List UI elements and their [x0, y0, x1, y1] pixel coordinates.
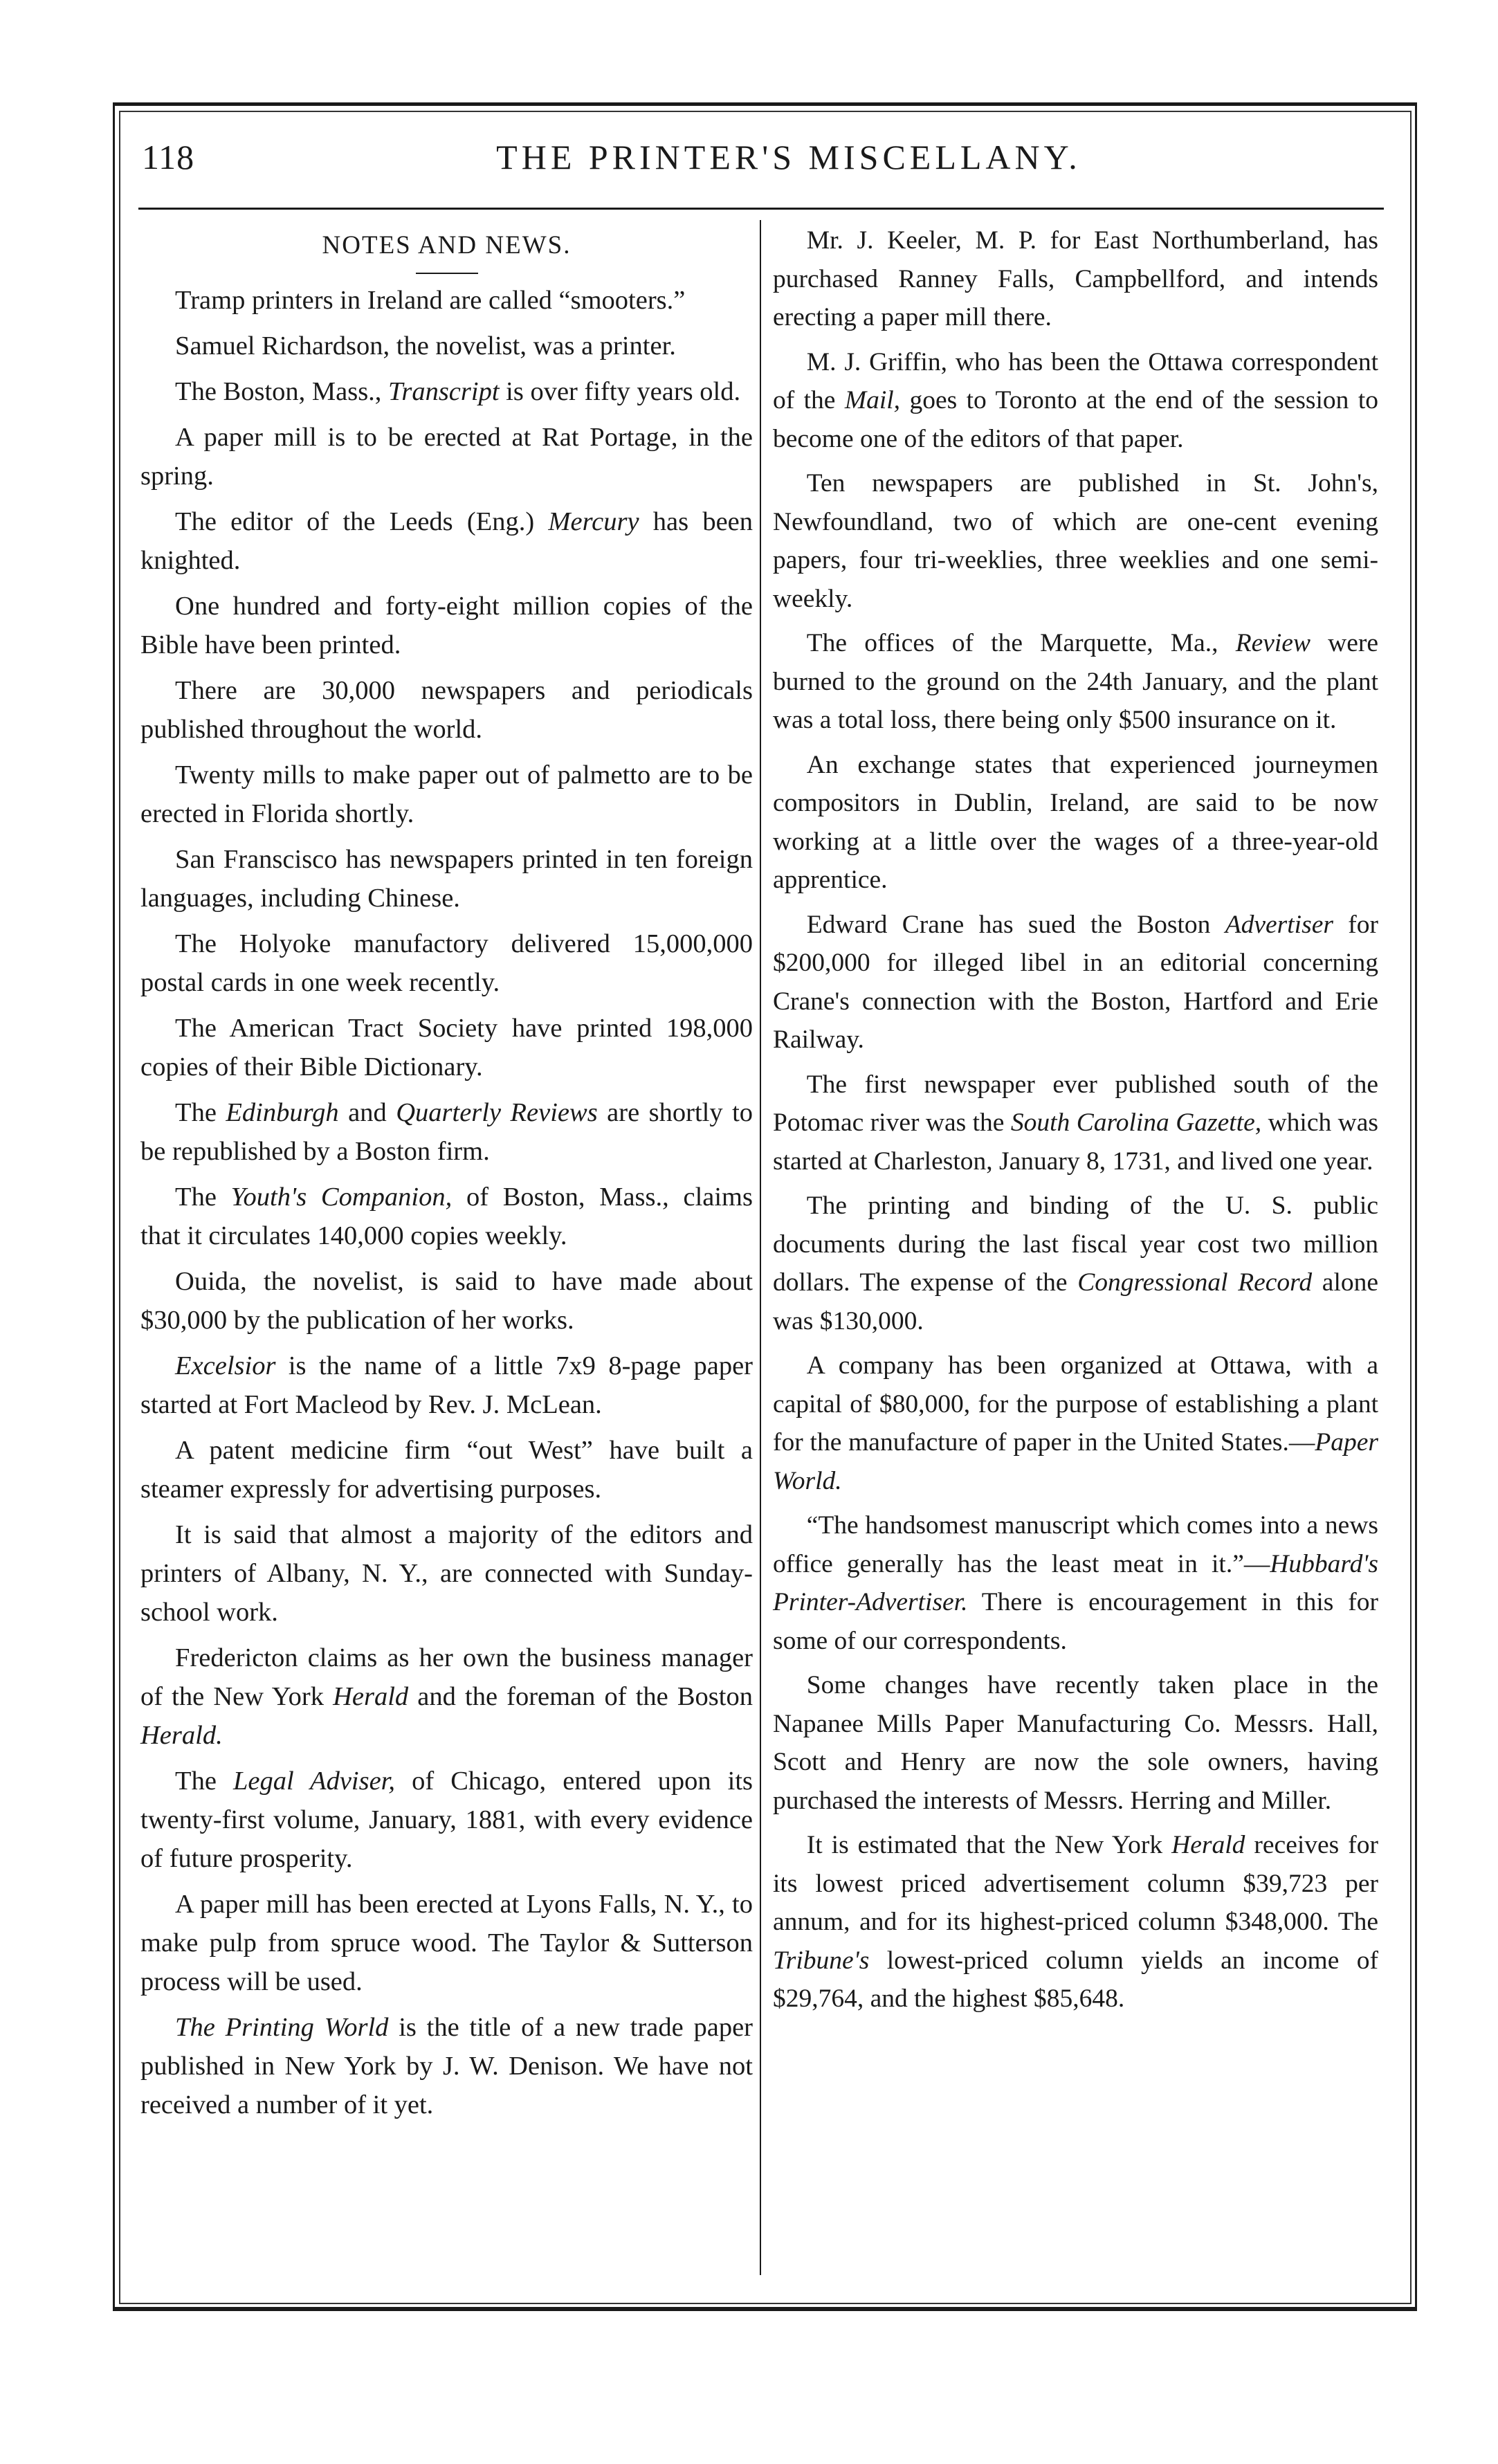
section-title: NOTES AND NEWS.: [322, 231, 572, 259]
italic-title: Excelsior: [175, 1351, 276, 1380]
italic-title: Legal Adviser,: [232, 1767, 396, 1796]
column-divider: [760, 220, 761, 2275]
italic-title: Herald: [333, 1682, 409, 1711]
news-item: [140, 327, 753, 365]
news-text: and: [338, 1098, 396, 1127]
left-news-items: [140, 281, 753, 2124]
left-column: [140, 221, 753, 2131]
news-text: is the name of a little 7x9 8-page paper started at Fort Macleod by Rev. J. McLean.: [140, 1351, 753, 1419]
news-item: [140, 1431, 753, 1508]
right-column: [773, 221, 1378, 2025]
news-text: Samuel Richardson, the novelist, was a printer.: [175, 331, 676, 361]
news-text: The Holyoke manufactory delivered 15,000,000 postal cards in one week recently.: [140, 929, 753, 997]
news-text: were burned to the ground on the 24th January, and the plant was a total loss, there being only $500 insurance on it.: [773, 629, 1378, 734]
news-text: The Boston, Mass.,: [175, 377, 389, 406]
news-item: [140, 1515, 753, 1632]
italic-title: Tribune's: [773, 1946, 870, 1975]
right-news-items: [773, 221, 1378, 2018]
news-text: Tramp printers in Ireland are called “smooters.”: [175, 286, 686, 315]
news-text: The offices of the Marquette, Ma.,: [806, 629, 1236, 657]
news-item: [140, 1885, 753, 2001]
news-item: [140, 1762, 753, 1878]
news-item: [773, 1187, 1378, 1340]
news-item: [773, 746, 1378, 900]
news-text: Ouida, the novelist, is said to have made about $30,000 by the publication of her works.: [140, 1267, 753, 1335]
italic-title: Congressional Record: [1077, 1268, 1313, 1297]
news-item: [140, 587, 753, 664]
news-item: [773, 221, 1378, 337]
news-text: One hundred and forty-eight million copies of the Bible have been printed.: [140, 592, 753, 659]
news-text: Mr. J. Keeler, M. P. for East Northumberland, has purchased Ranney Falls, Campbellford, and intends erecting a paper mill there.: [773, 226, 1378, 331]
news-item: [773, 1506, 1378, 1660]
news-text: A company has been organized at Ottawa, with a capital of $80,000, for the purpose of establishing a plant for the manufacture of paper in the United States.—: [773, 1351, 1378, 1457]
news-item: [140, 372, 753, 411]
news-text: and the foreman of the Boston: [408, 1682, 753, 1711]
news-text: are shortly to be republished by a Boston firm.: [140, 1098, 753, 1166]
news-text: The: [175, 1183, 231, 1212]
news-text: Ten newspapers are published in St. John's, Newfoundland, two of which are one-cent evening papers, four tri-weeklies, three weeklies and one semi-weekly.: [773, 469, 1378, 613]
italic-title: Quarterly Reviews: [396, 1098, 598, 1127]
news-text: The: [175, 1767, 233, 1796]
news-text: is the title of a new trade paper published in New York by J. W. Denison. We have not received a number of it yet.: [140, 2013, 753, 2119]
news-item: [773, 1666, 1378, 1820]
news-text: is over fifty years old.: [499, 377, 741, 406]
news-item: [140, 671, 753, 749]
news-text: A paper mill is to be erected at Rat Portage, in the spring.: [140, 423, 753, 491]
italic-title: Hubbard's Printer-Advertiser.: [773, 1549, 1378, 1616]
news-text: The American Tract Society have printed 198,000 copies of their Bible Dictionary.: [140, 1014, 753, 1082]
italic-title: The Printing World: [175, 2013, 389, 2042]
header-rule: [138, 208, 1384, 210]
news-text: The editor of the Leeds (Eng.): [175, 507, 549, 536]
news-item: [140, 1347, 753, 1424]
news-text: Twenty mills to make paper out of palmetto are to be erected in Florida shortly.: [140, 760, 753, 828]
news-text: Some changes have recently taken place in the Napanee Mills Paper Manufacturing Co. Messrs. Hall, Scott and Henry are now the sole owners, having purchased the interests of Messrs. Herring and Miller.: [773, 1671, 1378, 1815]
news-text: It is said that almost a majority of the editors and printers of Albany, N. Y., are connected with Sunday-school work.: [140, 1520, 753, 1627]
italic-title: Youth's Companion,: [230, 1183, 453, 1212]
news-text: Edward Crane has sued the Boston: [806, 910, 1225, 939]
news-text: “The handsomest manuscript which comes into a news office generally has the least meat in it.”—: [773, 1511, 1378, 1578]
news-item: [140, 418, 753, 495]
news-text: lowest-priced column yields an income of $29,764, and the highest $85,648.: [773, 1946, 1378, 2013]
italic-title: Herald: [1171, 1831, 1245, 1859]
news-item: [773, 1066, 1378, 1181]
page-number: 118: [142, 138, 195, 176]
news-item: [773, 343, 1378, 459]
news-text: There is encouragement in this for some of our correspondents.: [773, 1588, 1378, 1655]
news-text: of Boston, Mass., claims that it circulates 140,000 copies weekly.: [140, 1183, 753, 1250]
news-text: There are 30,000 newspapers and periodicals published throughout the world.: [140, 676, 753, 744]
news-text: San Franscisco has newspapers printed in ten foreign languages, including Chinese.: [140, 845, 753, 913]
news-item: [140, 1262, 753, 1340]
news-text: The printing and binding of the U. S. public documents during the last fiscal year cost two million dollars. The expense of the: [773, 1192, 1378, 1297]
news-text: has been knighted.: [140, 507, 753, 575]
section-title-rule: [416, 273, 478, 274]
news-item: [773, 1826, 1378, 2018]
news-item: [140, 924, 753, 1002]
news-item: [140, 840, 753, 918]
italic-title: Review: [1235, 629, 1310, 657]
news-text: which was started at Charleston, January 8, 1731, and lived one year.: [773, 1108, 1378, 1176]
news-text: The: [175, 1098, 226, 1127]
news-text: goes to Toronto at the end of the session to become one of the editors of that paper.: [773, 386, 1378, 453]
news-text: M. J. Griffin, who has been the Ottawa correspondent of the: [773, 347, 1378, 414]
news-item: [773, 464, 1378, 618]
news-text: It is estimated that the New York: [806, 1831, 1172, 1859]
news-item: [140, 1639, 753, 1755]
news-item: [773, 624, 1378, 740]
news-text: receives for its lowest priced advertisement column $39,723 per annum, and for its highest-priced column $348,000. The: [773, 1831, 1378, 1936]
news-item: [140, 2008, 753, 2124]
italic-title: Paper World.: [773, 1428, 1378, 1495]
page-header: [138, 131, 1384, 187]
italic-title: Edinburgh: [226, 1098, 339, 1127]
news-item: [140, 756, 753, 833]
news-text: A paper mill has been erected at Lyons Falls, N. Y., to make pulp from spruce wood. The Taylor & Sutterson process will be used.: [140, 1890, 753, 1996]
running-title: THE PRINTER'S MISCELLANY.: [496, 138, 1081, 176]
italic-title: South Carolina Gazette,: [1010, 1108, 1262, 1137]
news-text: The first newspaper ever published south of the Potomac river was the: [773, 1070, 1378, 1137]
news-text: of Chicago, entered upon its twenty-first volume, January, 1881, with every evidence of future prosperity.: [140, 1767, 753, 1873]
news-item: [140, 1009, 753, 1086]
news-text: alone was $130,000.: [773, 1268, 1379, 1335]
italic-title: Herald.: [140, 1721, 223, 1750]
news-item: [140, 1178, 753, 1255]
news-item: [140, 502, 753, 580]
news-text: A patent medicine firm “out West” have built a steamer expressly for advertising purposes.: [140, 1436, 753, 1504]
news-item: [773, 906, 1378, 1059]
italic-title: Advertiser: [1225, 910, 1333, 939]
news-item: [140, 281, 753, 320]
news-item: [773, 1347, 1378, 1500]
italic-title: Mercury: [548, 507, 639, 536]
italic-title: Mail,: [844, 386, 901, 414]
news-item: [140, 1093, 753, 1171]
italic-title: Transcript: [388, 377, 500, 406]
news-text: Fredericton claims as her own the business manager of the New York: [140, 1643, 753, 1711]
news-text: An exchange states that experienced journeymen compositors in Dublin, Ireland, are said to be now working at a little over the wages of a three-year-old apprentice.: [773, 750, 1378, 894]
news-text: for $200,000 for illeged libel in an editorial concerning Crane's connection with the Boston, Hartford and Erie Railway.: [773, 910, 1378, 1054]
